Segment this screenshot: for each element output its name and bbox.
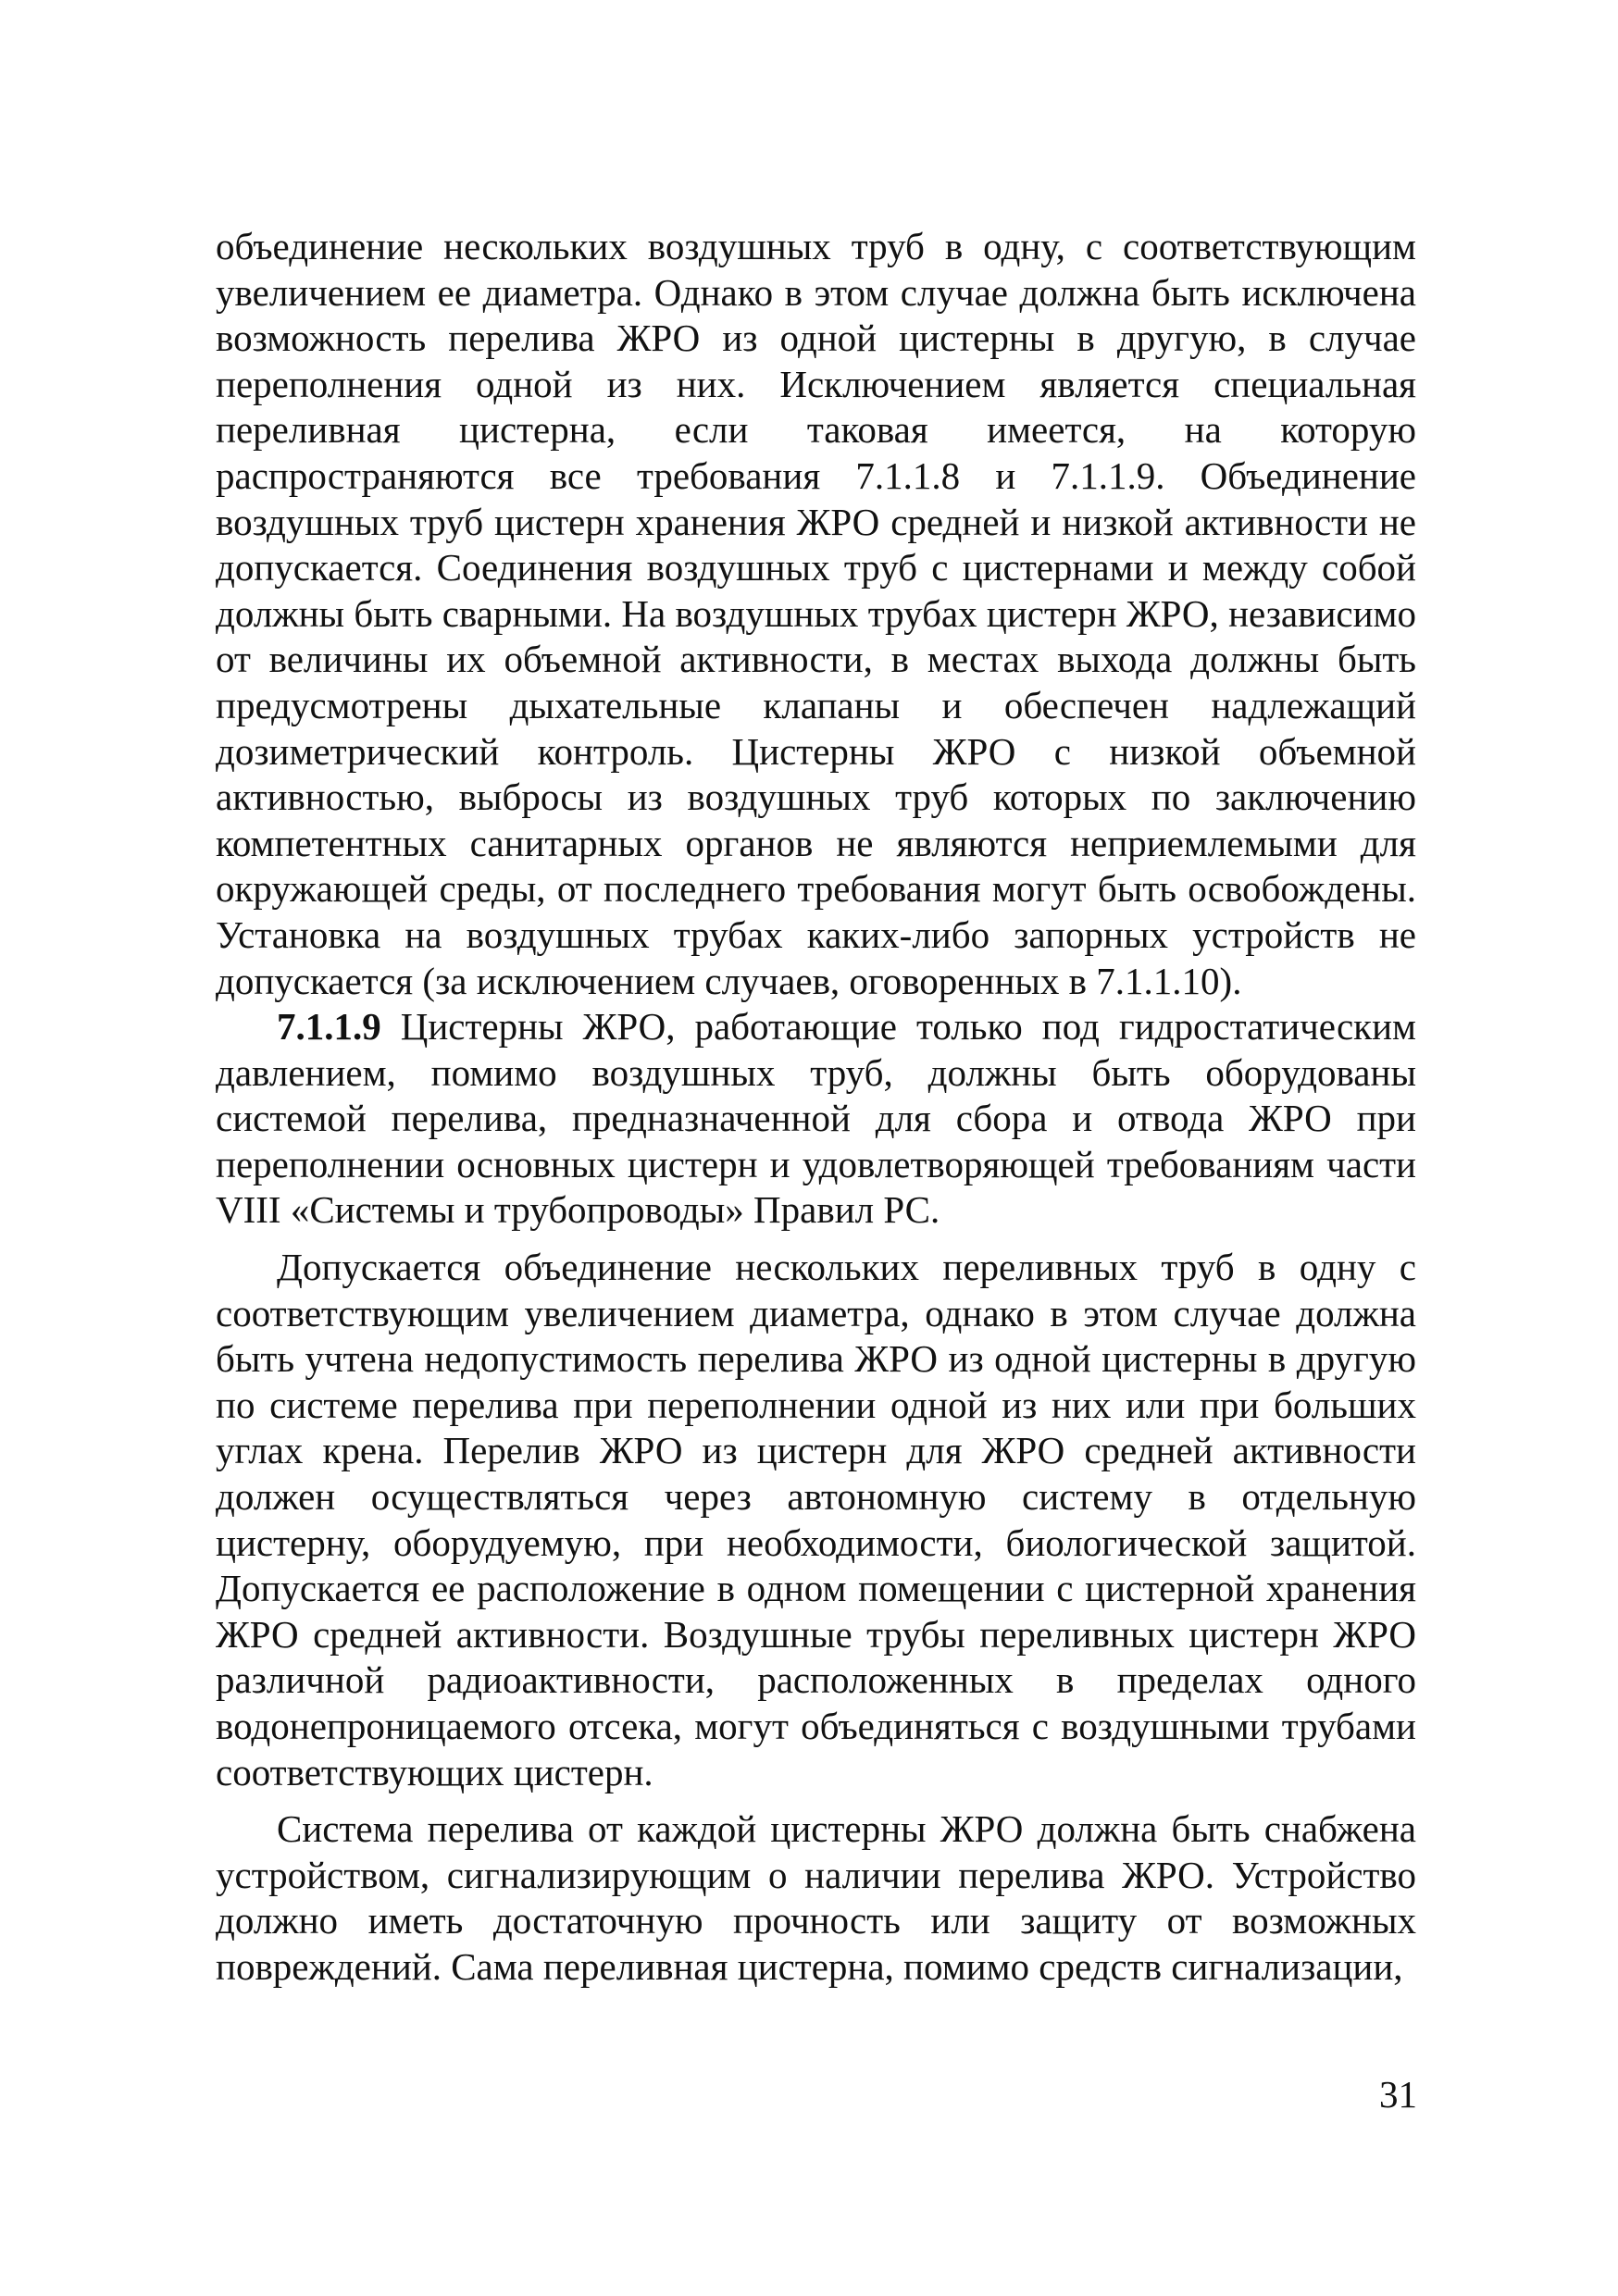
clause-number: 7.1.1.9: [277, 1005, 381, 1049]
paragraph-continuation: объединение нескольких воздушных труб в одну, с соответствующим увеличением ее диаметра. Однако в этом случае должна быть исключена возможность перелива ЖРО из одной цистерны в другую, в случае переполнения одной из них. Исключением является специальная переливная цистерна, если таковая имеется, на которую распространяются все требования 7.1.1.8 и 7.1.1.9. Объединение воздушных труб цистерн хранения ЖРО средней и низкой активности не допускается. Соединения воздушных труб с цистернами и между собой должны быть сварными. На воздушных трубах цистерн ЖРО, независимо от величины их объемной активности, в местах выхода должны быть предусмотрены дыхательные клапаны и обеспечен надлежащий дозиметрический контроль. Цистерны ЖРО с низкой объемной активностью, выбросы из воздушных труб которых по заключению компетентных санитарных органов не являются неприемлемыми для окружающей среды, от последнего требования могут быть освобождены. Установка на воздушных трубах каких-либо запорных устройств не допускается (за исключением случаев, оговоренных в 7.1.1.10).: [216, 225, 1416, 1002]
paragraph-overflow-pipes: Допускается объединение нескольких переливных труб в одну с соответствующим увеличением диаметра, однако в этом случае должна быть учтена недопустимость перелива ЖРО из одной цистерны в другую по системе перелива при переполнении одной из них или при больших углах крена. Перелив ЖРО из цистерн для ЖРО средней активности должен осуществляться через автономную систему в отдельную цистерну, оборудуемую, при необходимости, биологической защитой. Допускается ее расположение в одном помещении с цистерной хранения ЖРО средней активности. Воздушные трубы переливных цистерн ЖРО различной радиоактивности, расположенных в пределах одного водонепроницаемого отсека, могут объединяться с воздушными трубами соответствующих цистерн.: [216, 1246, 1416, 1793]
page-number: 31: [1379, 2073, 1417, 2116]
page-body: [216, 224, 1416, 1991]
paragraph-clause-7-1-1-9: [216, 1004, 1416, 1234]
clause-text: Цистерны ЖРО, работающие только под гидростатическим давлением, помимо воздушных труб, должны быть оборудованы системой перелива, предназначенной для сбора и отвода ЖРО при переполнении основных цистерн и удовлетворяющей требованиям части VIII «Системы и трубопроводы» Правил РС.: [216, 1005, 1416, 1232]
paragraph-overflow-signal: Система перелива от каждой цистерны ЖРО должна быть снабжена устройством, сигнализирующим о наличии перелива ЖРО. Устройство должно иметь достаточную прочность или защиту от возможных повреждений. Сама переливная цистерна, помимо средств сигнализации,: [216, 1807, 1416, 1988]
